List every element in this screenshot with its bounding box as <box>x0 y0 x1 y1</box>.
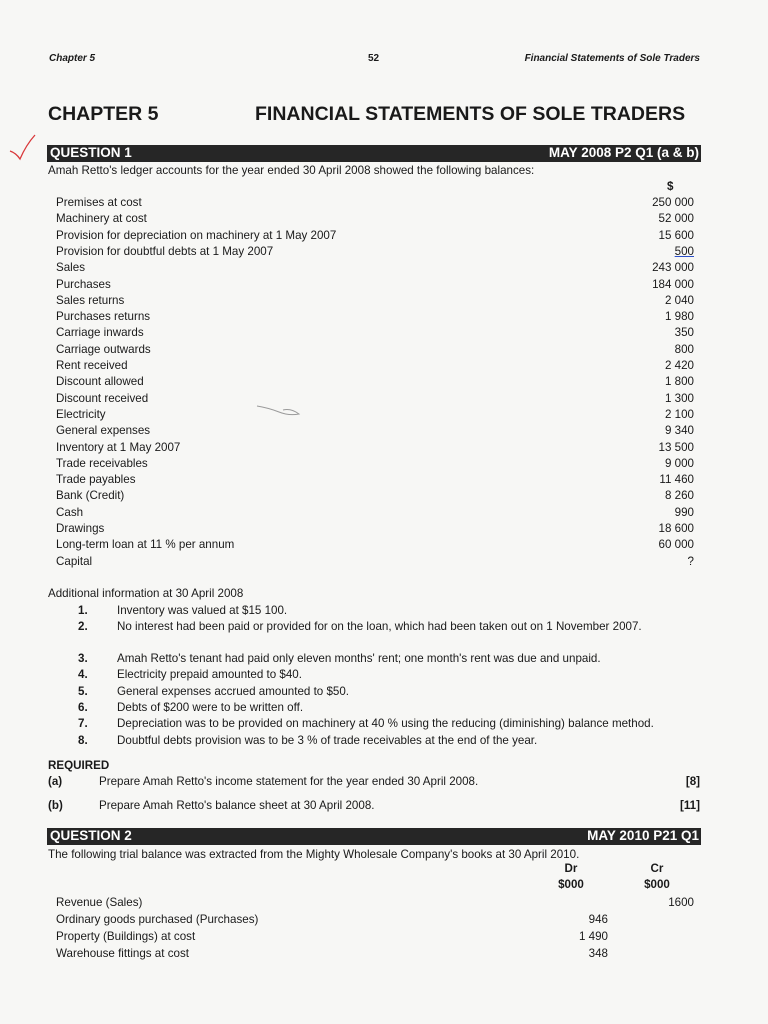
balance-value: 8 260 <box>664 489 694 503</box>
question2-label: QUESTION 2 <box>50 828 132 843</box>
balance-value: 60 000 <box>658 538 694 552</box>
balance-row <box>56 538 694 554</box>
trial-balance-row <box>56 930 696 946</box>
item-text: No interest had been paid or provided for on the loan, which had been taken out on 1 November 2007. <box>117 620 642 633</box>
balance-row <box>56 375 694 391</box>
balance-row <box>56 294 694 310</box>
question1-label: QUESTION 1 <box>50 145 132 160</box>
balance-label: Sales returns <box>56 293 125 307</box>
question2-source: MAY 2010 P21 Q1 <box>587 828 699 843</box>
item-number: 2. <box>78 620 88 633</box>
required-part <box>48 775 700 791</box>
debit-amount: 946 <box>588 913 608 926</box>
balance-value: 1 800 <box>664 375 694 389</box>
balance-label: Trade receivables <box>56 456 148 470</box>
item-number: 6. <box>78 701 88 714</box>
cr-heading: Cr <box>650 862 664 875</box>
required-part <box>48 799 700 815</box>
balance-row <box>56 261 694 277</box>
balance-label: Carriage outwards <box>56 342 151 356</box>
pen-scribble-icon <box>255 398 305 422</box>
balance-row <box>56 196 694 212</box>
balance-value: 52 000 <box>658 212 694 226</box>
balance-value: 990 <box>674 505 694 519</box>
balance-row <box>56 229 694 245</box>
chapter-number: CHAPTER 5 <box>48 103 159 125</box>
balance-value: 500 <box>674 244 694 258</box>
balance-row <box>56 310 694 326</box>
additional-info-item <box>48 734 708 750</box>
balance-value: 2 420 <box>664 359 694 372</box>
balance-label: Premises at cost <box>56 196 142 209</box>
balance-label: Purchases returns <box>56 310 151 324</box>
trial-balance-row <box>56 947 696 963</box>
balance-label: Cash <box>56 505 84 519</box>
balance-label: Machinery at cost <box>56 212 147 226</box>
balance-label: Carriage inwards <box>56 326 144 340</box>
balance-row <box>56 408 694 424</box>
balance-row <box>56 506 694 522</box>
account-name: Property (Buildings) at cost <box>56 930 196 943</box>
running-header-chapter: Chapter 5 <box>49 53 96 64</box>
balance-value: 800 <box>674 342 694 356</box>
balance-label: Long-term loan at 11 % per annum <box>56 538 235 552</box>
page-number: 52 <box>368 53 380 64</box>
balance-row <box>56 359 694 375</box>
balance-row <box>56 555 694 571</box>
balance-label: Bank (Credit) <box>56 489 125 503</box>
credit-amount: 1600 <box>668 896 694 909</box>
item-number: 7. <box>78 717 88 730</box>
balance-value: 18 600 <box>658 522 694 535</box>
additional-info-item <box>48 620 708 636</box>
question1-intro: Amah Retto's ledger accounts for the year ended 30 April 2008 showed the following balances: <box>48 164 535 177</box>
balance-row <box>56 489 694 505</box>
balance-label: Inventory at 1 May 2007 <box>56 440 181 454</box>
dr-heading: Dr <box>564 862 578 875</box>
item-number: 4. <box>78 668 88 681</box>
additional-info-item <box>48 604 708 620</box>
additional-info-item <box>48 717 708 733</box>
balance-label: Discount allowed <box>56 375 144 389</box>
chapter-title: FINANCIAL STATEMENTS OF SOLE TRADERS <box>255 103 686 125</box>
item-text: Amah Retto's tenant had paid only eleven months' rent; one month's rent was due and unpaid. <box>117 652 601 665</box>
part-marks: [8] <box>685 775 700 788</box>
item-text: Inventory was valued at $15 100. <box>117 604 288 617</box>
question1-banner <box>47 145 701 162</box>
additional-info-item <box>48 652 708 668</box>
trial-balance-row <box>56 896 696 912</box>
balance-value: 1 300 <box>664 391 694 405</box>
balance-label: Provision for depreciation on machinery at 1 May 2007 <box>56 228 337 242</box>
balance-row <box>56 522 694 538</box>
item-text: Depreciation was to be provided on machinery at 40 % using the reducing (diminishing) balance method. <box>117 717 654 730</box>
additional-info-item <box>48 685 708 701</box>
part-text: Prepare Amah Retto's balance sheet at 30 April 2008. <box>99 799 375 812</box>
balance-row <box>56 473 694 489</box>
debit-amount: 348 <box>588 947 608 960</box>
running-header-title: Financial Statements of Sole Traders <box>524 53 700 64</box>
dr-unit: $000 <box>558 878 584 891</box>
part-letter: (b) <box>48 799 63 812</box>
item-number: 5. <box>78 685 88 698</box>
required-heading: REQUIRED <box>48 759 110 772</box>
account-name: Warehouse fittings at cost <box>56 947 189 960</box>
balance-row <box>56 343 694 359</box>
balance-value: 2 100 <box>664 407 694 421</box>
balance-value: 1 980 <box>664 310 694 324</box>
balance-row <box>56 212 694 228</box>
balance-row <box>56 278 694 294</box>
balance-label: Purchases <box>56 277 111 291</box>
question1-source: MAY 2008 P2 Q1 (a & b) <box>548 145 699 160</box>
question2-intro: The following trial balance was extracted from the Mighty Wholesale Company's books at 30 April 2010. <box>48 848 580 861</box>
balance-label: Rent received <box>56 359 128 372</box>
balance-label: Drawings <box>56 522 105 535</box>
balance-label: Sales <box>56 261 86 275</box>
balance-label: Provision for doubtful debts at 1 May 2007 <box>56 244 274 258</box>
balance-value: 350 <box>674 326 694 340</box>
red-tick-mark-icon <box>8 133 38 163</box>
item-text: Electricity prepaid amounted to $40. <box>117 668 302 681</box>
account-name: Ordinary goods purchased (Purchases) <box>56 913 259 926</box>
balance-row <box>56 245 694 261</box>
additional-info-heading: Additional information at 30 April 2008 <box>48 587 244 600</box>
balance-label: Trade payables <box>56 473 136 487</box>
balance-value: 11 460 <box>659 473 694 487</box>
item-number: 8. <box>78 734 88 747</box>
balance-label: Capital <box>56 554 93 568</box>
part-text: Prepare Amah Retto's income statement for the year ended 30 April 2008. <box>99 775 479 788</box>
balance-value: 184 000 <box>652 277 694 291</box>
cr-unit: $000 <box>644 878 670 891</box>
item-number: 1. <box>78 604 88 617</box>
additional-info-item <box>48 668 708 684</box>
balance-label: Electricity <box>56 407 106 421</box>
balance-value: 9 340 <box>664 424 694 438</box>
balance-value: ? <box>687 554 694 568</box>
balance-value: 2 040 <box>664 293 694 307</box>
additional-info-item <box>48 701 708 717</box>
balance-label: General expenses <box>56 424 151 438</box>
debit-amount: 1 490 <box>578 930 608 943</box>
balance-row <box>56 392 694 408</box>
balance-value: 9 000 <box>664 456 694 470</box>
part-letter: (a) <box>48 775 63 788</box>
balance-value: 243 000 <box>652 261 694 275</box>
item-text: Debts of $200 were to be written off. <box>117 701 304 714</box>
balance-row <box>56 441 694 457</box>
item-number: 3. <box>78 652 88 665</box>
item-text: General expenses accrued amounted to $50. <box>117 685 350 698</box>
account-name: Revenue (Sales) <box>56 896 143 909</box>
question2-banner <box>47 828 701 845</box>
balance-row <box>56 457 694 473</box>
trial-balance-row <box>56 913 696 929</box>
balance-value: 13 500 <box>658 440 694 454</box>
balance-label: Discount received <box>56 391 149 405</box>
currency-heading: $ <box>667 180 674 193</box>
part-marks: [11] <box>680 799 700 812</box>
balance-row <box>56 424 694 440</box>
balance-value: 15 600 <box>658 228 694 242</box>
balance-row <box>56 326 694 342</box>
balance-value: 250 000 <box>652 196 694 209</box>
item-text: Doubtful debts provision was to be 3 % of trade receivables at the end of the year. <box>117 734 538 747</box>
